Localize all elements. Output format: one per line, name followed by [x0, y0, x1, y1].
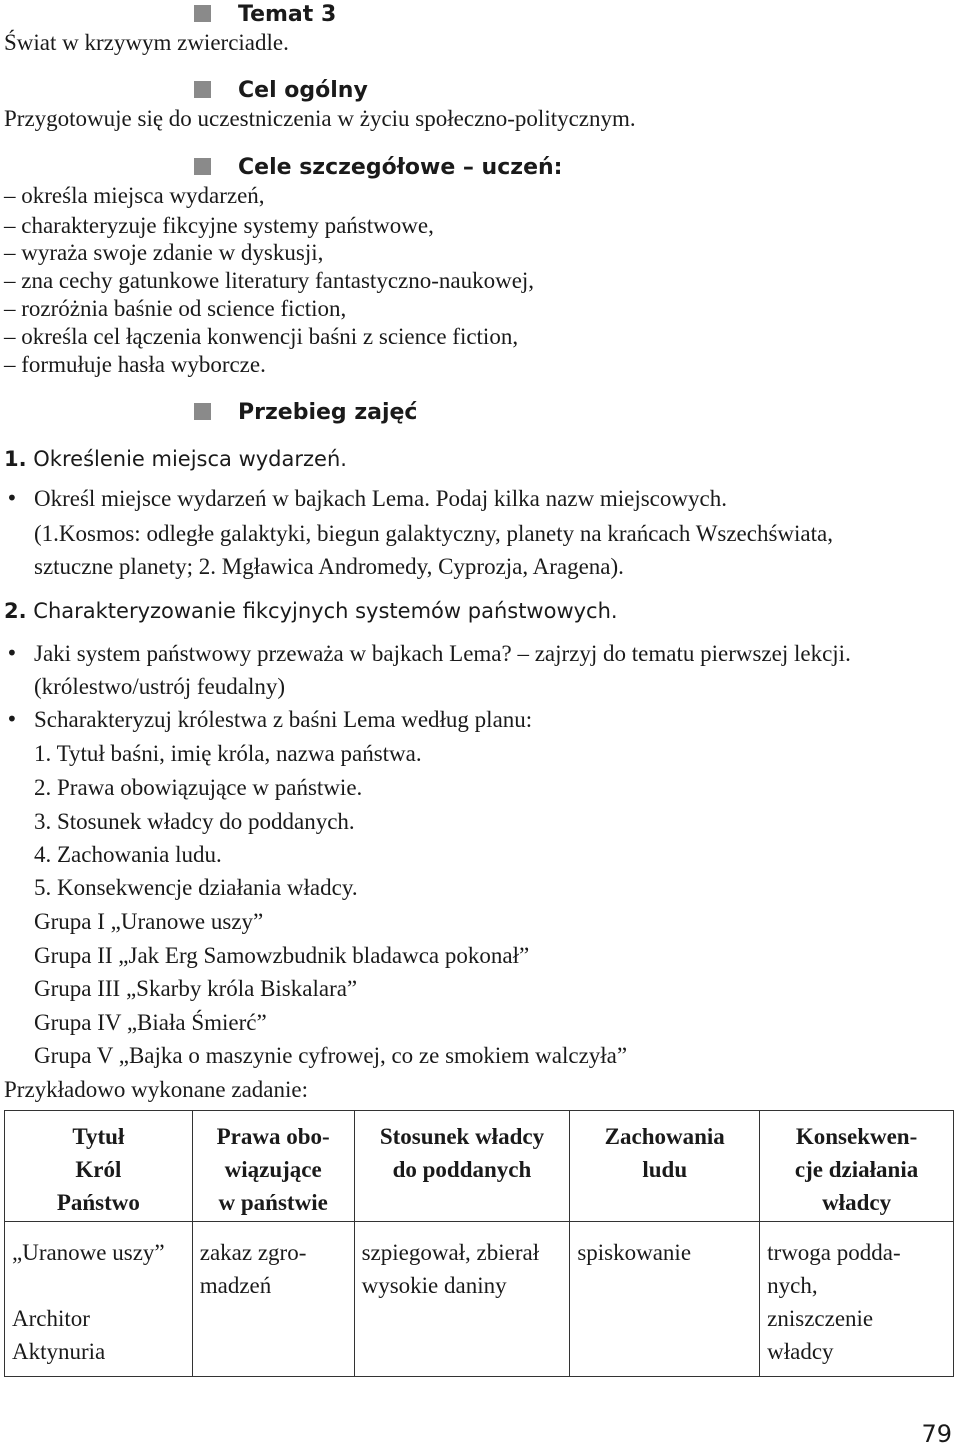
header-line: Państwo: [56, 1190, 140, 1215]
bullet-dot-icon: •: [6, 486, 18, 510]
plan-item: 3. Stosunek władcy do poddanych.: [34, 809, 355, 834]
cell-line: nych,: [767, 1273, 818, 1298]
cell-line: spiskowanie: [577, 1240, 692, 1265]
section2-title-text: Charakteryzowanie fikcyjnych systemów państwowych.: [33, 599, 618, 623]
section2-title: [4, 599, 618, 623]
cell-line: Aktynuria: [12, 1339, 106, 1364]
plan-item: 1. Tytuł baśni, imię króla, nazwa państwa.: [34, 741, 422, 766]
section1-answer-line1: (1.Kosmos: odległe galaktyki, biegun galaktyczny, planety na krańcach Wszechświata,: [34, 521, 833, 546]
cell-line: zakaz zgro-: [199, 1240, 307, 1265]
cell-line: szpiegował, zbierał: [361, 1240, 540, 1265]
section1-bullet: Określ miejsce wydarzeń w bajkach Lema. Podaj kilka nazw miejscowych.: [34, 486, 727, 511]
group-item: Grupa V „Bajka o maszynie cyfrowej, co ze smokiem walczyła”: [34, 1043, 628, 1068]
table-header-row: [5, 1111, 954, 1222]
cele-list-item: – rozróżnia baśnie od science fiction,: [4, 296, 347, 321]
plan-item: 5. Konsekwencje działania władcy.: [34, 875, 358, 900]
cele-list-item: – zna cechy gatunkowe literatury fantastyczno-naukowej,: [4, 268, 535, 293]
table-header-cell: [192, 1111, 354, 1222]
table-header-cell: [760, 1111, 954, 1222]
cele-list-item: – wyraża swoje zdanie w dyskusji,: [4, 240, 324, 265]
table-row: [5, 1222, 954, 1377]
cel-ogolny-text: Przygotowuje się do uczestniczenia w życiu społeczno-politycznym.: [4, 106, 636, 131]
cell-line: władcy: [767, 1339, 834, 1364]
cele-list-item: – określa cel łączenia konwencji baśni z science fiction,: [4, 324, 519, 349]
cele-list-item: – formułuje hasła wyborcze.: [4, 352, 266, 377]
header-line: Stosunek władcy: [379, 1124, 545, 1149]
section2-bullet2: Scharakteryzuj królestwa z baśni Lema według planu:: [34, 707, 533, 732]
table-cell: [570, 1222, 760, 1377]
cele-list-item: – charakteryzuje fikcyjne systemy państwowe,: [4, 213, 434, 238]
table-cell: [5, 1222, 193, 1377]
header-line: Król: [75, 1157, 122, 1182]
section2-number: 2.: [4, 599, 27, 623]
square-bullet-icon: [194, 403, 211, 420]
table-cell: [760, 1222, 954, 1377]
example-label: Przykładowo wykonane zadanie:: [4, 1077, 309, 1102]
header-line: władcy: [822, 1190, 892, 1215]
plan-item: 2. Prawa obowiązujące w państwie.: [34, 775, 363, 800]
group-item: Grupa I „Uranowe uszy”: [34, 909, 264, 934]
cell-line: zniszczenie: [767, 1306, 874, 1331]
cell-line: madzeń: [199, 1273, 272, 1298]
section1-title: [4, 447, 347, 471]
cele-szczegolowe-heading-text: Cele szczegółowe – uczeń:: [238, 155, 563, 180]
cell-line: trwoga podda-: [767, 1240, 901, 1265]
header-line: cje działania: [794, 1157, 919, 1182]
header-line: wiązujące: [224, 1157, 322, 1182]
table-header-cell: [570, 1111, 760, 1222]
header-line: w państwie: [218, 1190, 328, 1215]
header-line: do poddanych: [392, 1157, 532, 1182]
table-header-cell: [5, 1111, 193, 1222]
header-line: Prawa obo-: [216, 1124, 330, 1149]
group-item: Grupa III „Skarby króla Biskalara”: [34, 976, 358, 1001]
section1-title-text: Określenie miejsca wydarzeń.: [33, 447, 347, 471]
table-header-cell: [354, 1111, 570, 1222]
cell-spacer: [12, 1269, 185, 1302]
cell-line: wysokie daniny: [361, 1273, 507, 1298]
temat-heading: [194, 2, 336, 27]
cel-ogolny-heading-text: Cel ogólny: [238, 78, 368, 103]
section1-answer-line2: sztuczne planety; 2. Mgławica Andromedy, Cyprozja, Aragena).: [34, 554, 624, 579]
section2-bullet1: Jaki system państwowy przeważa w bajkach Lema? – zajrzyj do tematu pierwszej lekcji.: [34, 641, 851, 666]
przebieg-heading: [194, 400, 417, 425]
square-bullet-icon: [194, 5, 211, 22]
header-line: ludu: [642, 1157, 688, 1182]
table-cell: [354, 1222, 570, 1377]
group-item: Grupa II „Jak Erg Samowzbudnik bladawca pokonał”: [34, 943, 530, 968]
table-cell: [192, 1222, 354, 1377]
plan-item: 4. Zachowania ludu.: [34, 842, 222, 867]
section1-number: 1.: [4, 447, 27, 471]
header-line: Konsekwen-: [795, 1124, 918, 1149]
example-table: [4, 1110, 954, 1377]
square-bullet-icon: [194, 81, 211, 98]
cele-szczegolowe-heading: [194, 155, 562, 180]
header-line: Zachowania: [604, 1124, 725, 1149]
przebieg-heading-text: Przebieg zajęć: [238, 400, 418, 425]
square-bullet-icon: [194, 158, 211, 175]
header-line: Tytuł: [72, 1124, 125, 1149]
bullet-dot-icon: •: [6, 707, 18, 731]
temat-text: Świat w krzywym zwierciadle.: [4, 30, 289, 55]
cel-ogolny-heading: [194, 78, 368, 103]
cell-line: Architor: [12, 1306, 90, 1331]
temat-heading-text: Temat 3: [238, 2, 337, 27]
page-number: 79: [921, 1420, 952, 1448]
group-item: Grupa IV „Biała Śmierć”: [34, 1010, 267, 1035]
bullet-dot-icon: •: [6, 641, 18, 665]
section2-bullet1-answer: (królestwo/ustrój feudalny): [34, 674, 286, 699]
cele-list-item: – określa miejsca wydarzeń,: [4, 183, 265, 208]
cell-line: „Uranowe uszy”: [12, 1240, 165, 1265]
